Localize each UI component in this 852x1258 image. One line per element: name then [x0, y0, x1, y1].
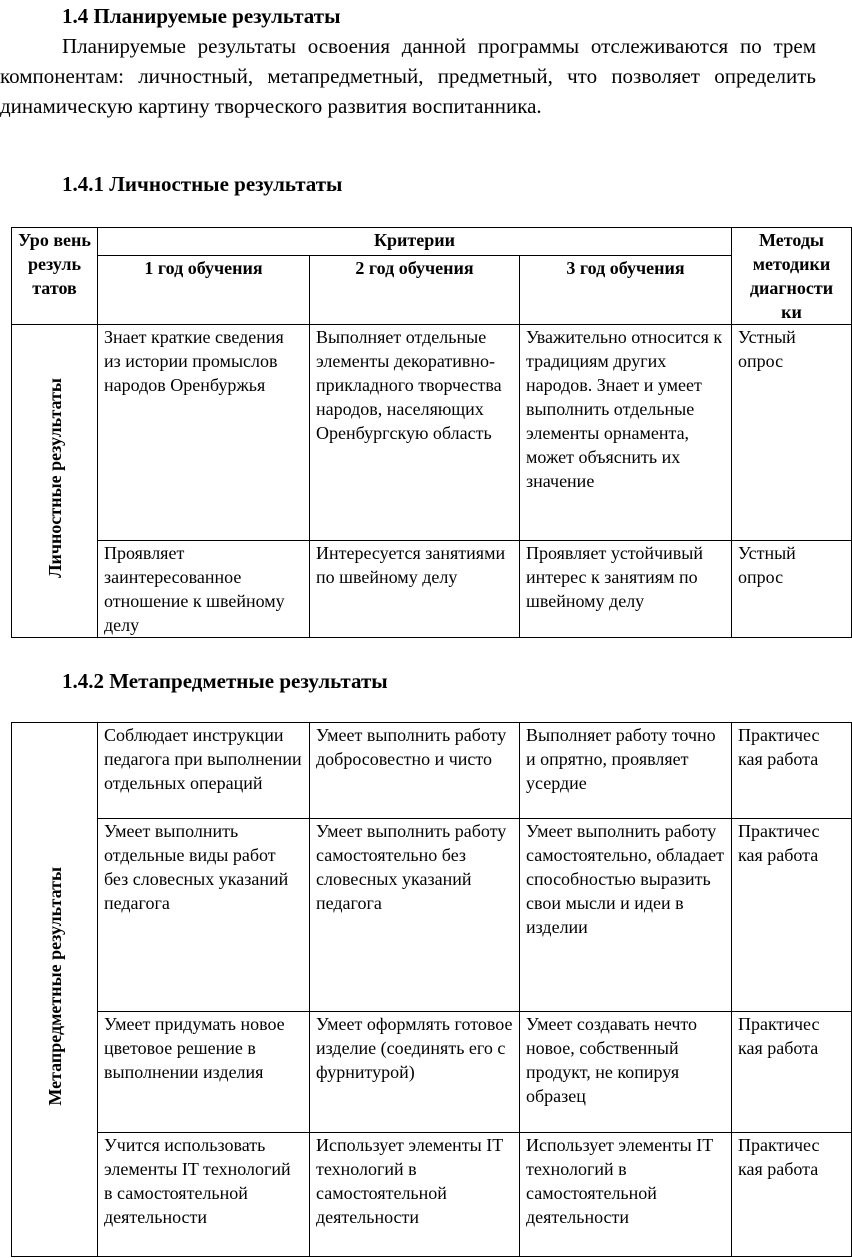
- personal-results-title: 1.4.1 Личностные результаты: [62, 172, 343, 196]
- table-row: [12, 723, 852, 819]
- cell-year-3: Умеет создавать нечто новое, собственный продукт, не копируя образец: [520, 1012, 732, 1133]
- table-row: [12, 819, 852, 1012]
- cell-year-2: Умеет выполнить работу добросовестно и чисто: [310, 723, 520, 819]
- personal-results-table: [11, 227, 852, 638]
- table-row: [12, 1133, 852, 1257]
- section-title: 1.4 Планируемые результаты: [62, 4, 341, 28]
- cell-year-1: Умеет придумать новое цветовое решение в выполнении изделия: [98, 1012, 310, 1133]
- cell-year-2: Интересуется занятиями по швейному делу: [310, 541, 520, 638]
- header-year-2: 2 год обучения: [310, 255, 520, 324]
- header-level: Уро вень резуль татов: [12, 228, 98, 325]
- cell-year-2: Умеет выполнить работу самостоятельно без словесных указаний педагога: [310, 819, 520, 1012]
- cell-method: Практичес кая работа: [732, 1133, 852, 1257]
- cell-year-3: Выполняет работу точно и опрятно, проявляет усердие: [520, 723, 732, 819]
- cell-year-2: Использует элементы IT технологий в самостоятельной деятельности: [310, 1133, 520, 1257]
- cell-method: Практичес кая работа: [732, 1012, 852, 1133]
- table-subheader-row: [12, 255, 852, 324]
- cell-year-2: Умеет оформлять готовое изделие (соединять его с фурнитурой): [310, 1012, 520, 1133]
- cell-year-1: Учится использовать элементы IT технологий в самостоятельной деятельности: [98, 1133, 310, 1257]
- cell-method: Устный опрос: [732, 325, 852, 541]
- cell-year-1: Умеет выполнить отдельные виды работ без словесных указаний педагога: [98, 819, 310, 1012]
- cell-year-3: Уважительно относится к традициям других народов. Знает и умеет выполнить отдельные элементы орнамента, может объяснить их значение: [520, 325, 732, 541]
- cell-method: Практичес кая работа: [732, 723, 852, 819]
- cell-year-3: Использует элементы IT технологий в самостоятельной деятельности: [520, 1133, 732, 1257]
- cell-year-1: Соблюдает инструкции педагога при выполнении отдельных операций: [98, 723, 310, 819]
- table-row: [12, 325, 852, 541]
- meta-results-table: [11, 722, 852, 1257]
- table-header-row: [12, 228, 852, 256]
- row-label-personal: Личностные результаты: [12, 325, 98, 638]
- intro-paragraph: Планируемые результаты освоения данной программы отслеживаются по трем компонентам: личностный, метапредметный, предметный, что позволяет определить динамическую картину творческого развития воспитанника.: [0, 34, 816, 118]
- cell-year-1: Проявляет заинтересованное отношение к швейному делу: [98, 541, 310, 638]
- cell-method: Практичес кая работа: [732, 819, 852, 1012]
- cell-year-1: Знает краткие сведения из истории промыслов народов Оренбуржья: [98, 325, 310, 541]
- cell-year-3: Умеет выполнить работу самостоятельно, обладает способностью выразить свои мысли и идеи в изделии: [520, 819, 732, 1012]
- meta-results-title: 1.4.2 Метапредметные результаты: [62, 669, 388, 693]
- cell-year-2: Выполняет отдельные элементы декоративно-прикладного творчества народов, населяющих Оренбургскую область: [310, 325, 520, 541]
- table-row: [12, 1012, 852, 1133]
- header-year-3: 3 год обучения: [520, 255, 732, 324]
- cell-method: Устный опрос: [732, 541, 852, 638]
- table-row: [12, 541, 852, 638]
- cell-year-3: Проявляет устойчивый интерес к занятиям по швейному делу: [520, 541, 732, 638]
- header-methods: Методы методики диагности ки: [732, 228, 852, 325]
- row-label-meta: Метапредметные результаты: [12, 723, 98, 1257]
- header-year-1: 1 год обучения: [98, 255, 310, 324]
- header-criteria: Критерии: [98, 228, 732, 256]
